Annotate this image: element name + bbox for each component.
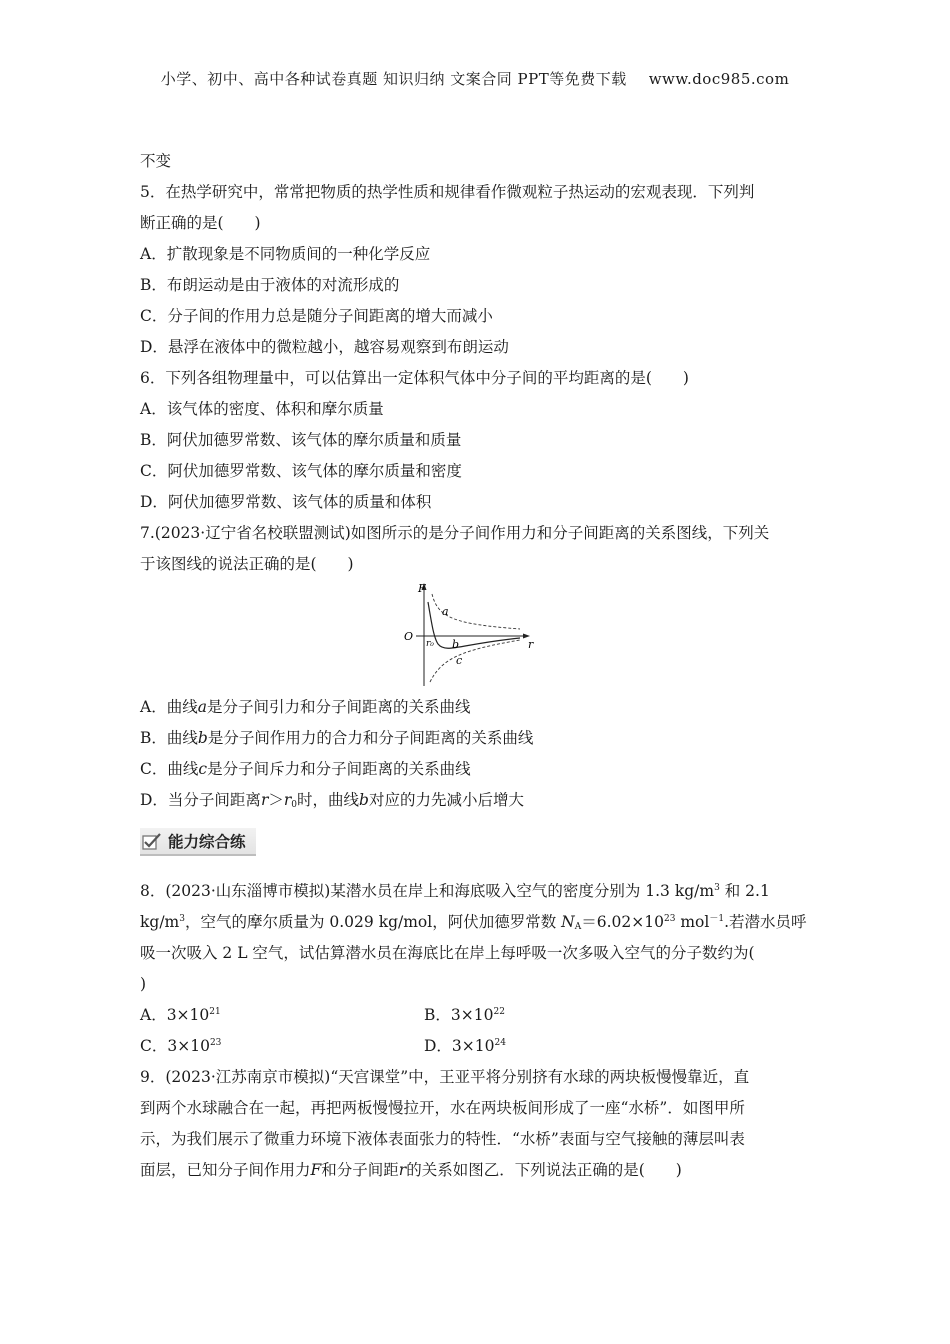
q6-option-a: A．该气体的密度、体积和摩尔质量 (140, 400, 384, 418)
q9-line1: 9．(2023·江苏南京市模拟)“天宫课堂”中，王亚平将分别挤有水球的两块板慢慢靠近，直 (140, 1068, 750, 1086)
q6-option-c: C．阿伏加德罗常数、该气体的摩尔质量和密度 (140, 462, 462, 480)
header-text: 小学、初中、高中各种试卷真题 知识归纳 文案合同 PPT等免费下载 (160, 70, 627, 88)
question-6 (140, 363, 812, 518)
curve-b-label: b (452, 638, 460, 651)
q7-option-b: B．曲线b是分子间作用力的合力和分子间距离的关系曲线 (140, 729, 534, 747)
q8-line2: $kg/m^3$，空气的摩尔质量为 0.029 kg/mol，阿伏加德罗常数 $N_A=6.02\times 10^{23}$ mol$^{-1}$.若潜水员呼 (140, 913, 807, 932)
r0-label: r₀ (426, 639, 434, 649)
q9-line3: 示，为我们展示了微重力环境下液体表面张力的特性．“水桥”表面与空气接触的薄层叫表 (140, 1130, 745, 1148)
q8-option-a: A．$3\times 10^{21}$ (140, 1006, 221, 1024)
curve-c-label: c (456, 654, 463, 667)
q8-option-b: B．$3\times 10^{22}$ (424, 1006, 505, 1024)
force-distance-graph (402, 582, 542, 688)
header-site[interactable]: www.doc985.com (648, 70, 790, 88)
question-8 (140, 876, 812, 1062)
section-heading (140, 822, 812, 862)
q8-option-c: C．$3\times 10^{23}$ (140, 1037, 222, 1055)
x-axis-label: r (528, 638, 534, 651)
origin-label: O (404, 630, 414, 643)
q8-line1: 8．(2023·山东淄博市模拟)某潜水员在岸上和海底吸入空气的密度分别为 1.3 $kg/m^3$ 和 2.1 (140, 882, 770, 900)
q6-option-b: B．阿伏加德罗常数、该气体的摩尔质量和质量 (140, 431, 462, 449)
section-box (140, 828, 256, 856)
q5-stem-line2: 断正确的是( ) (140, 214, 261, 232)
q5-option-d: D．悬浮在液体中的微粒越小，越容易观察到布朗运动 (140, 338, 509, 356)
q8-option-d: D．$3\times 10^{24}$ (424, 1037, 506, 1055)
q8-line4: ) (140, 975, 147, 993)
q8-line3: 吸一次吸入 2 L 空气，试估算潜水员在海底比在岸上每呼吸一次多吸入空气的分子数约为( (140, 944, 755, 962)
document-body (140, 146, 812, 1186)
continuation-text: 不变 (140, 152, 172, 170)
q7-option-c: C．曲线c是分子间斥力和分子间距离的关系曲线 (140, 760, 471, 778)
curve-c (430, 640, 520, 682)
q7-option-d: D．当分子间距离$r>r_0$时，曲线b对应的力先减小后增大 (140, 791, 524, 810)
q7-stem-line2: 于该图线的说法正确的是( ) (140, 555, 354, 573)
q5-option-b: B．布朗运动是由于液体的对流形成的 (140, 276, 400, 294)
q5-option-c: C．分子间的作用力总是随分子间距离的增大而减小 (140, 307, 493, 325)
question-9 (140, 1062, 812, 1186)
y-axis-label: F (418, 582, 426, 595)
q5-option-a: A．扩散现象是不同物质间的一种化学反应 (140, 245, 431, 263)
q8-options-row2 (140, 1031, 812, 1062)
checkbox-icon (142, 832, 162, 850)
q6-option-d: D．阿伏加德罗常数、该气体的质量和体积 (140, 493, 432, 511)
question-5 (140, 177, 812, 363)
q7-option-a: A．曲线a是分子间引力和分子间距离的关系曲线 (140, 698, 471, 716)
q9-line4: 面层，已知分子间作用力F和分子间距r的关系如图乙．下列说法正确的是( ) (140, 1161, 682, 1179)
curve-a-label: a (442, 605, 449, 618)
page-header (0, 68, 950, 89)
q9-line2: 到两个水球融合在一起，再把两板慢慢拉开，水在两块板间形成了一座“水桥”．如图甲所 (140, 1099, 745, 1117)
q5-stem-line1: 5．在热学研究中，常常把物质的热学性质和规律看作微观粒子热运动的宏观表现．下列判 (140, 183, 755, 201)
section-label: 能力综合练 (168, 833, 246, 851)
question-7 (140, 518, 812, 816)
q7-figure (140, 580, 812, 692)
q7-stem-line1: 7.(2023·辽宁省名校联盟测试)如图所示的是分子间作用力和分子间距离的关系图线，下列关 (140, 524, 770, 542)
q6-stem: 6．下列各组物理量中，可以估算出一定体积气体中分子间的平均距离的是( ) (140, 369, 689, 387)
q8-options-row1 (140, 1000, 812, 1031)
